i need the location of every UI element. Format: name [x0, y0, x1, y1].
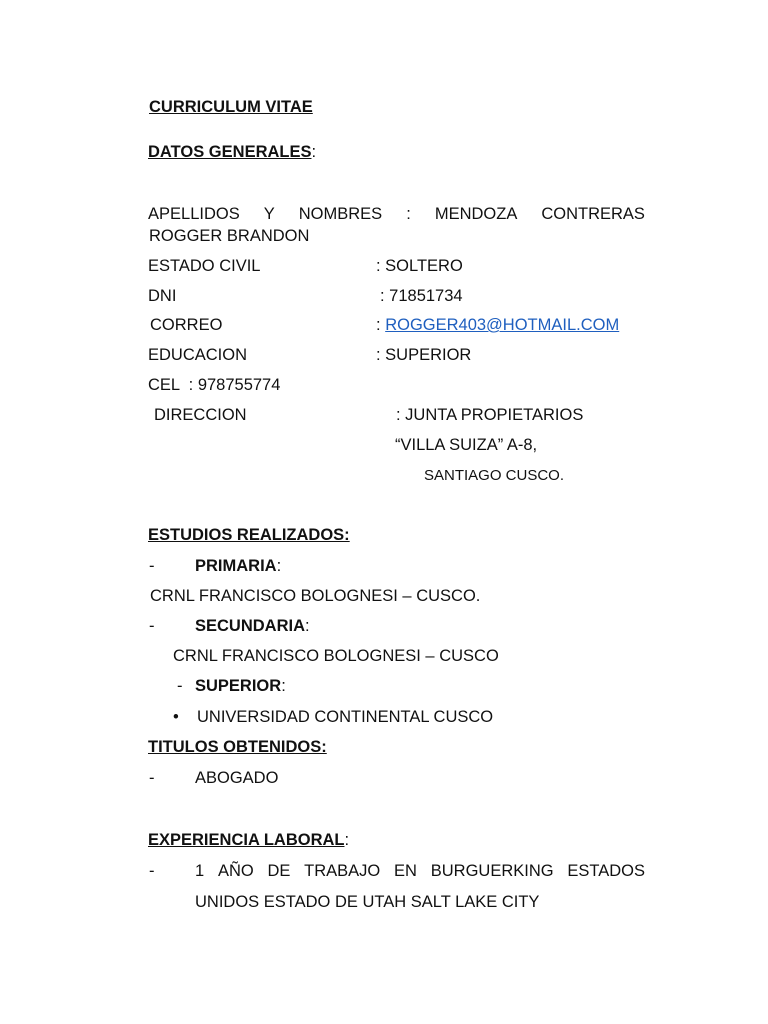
- estudios-heading: ESTUDIOS REALIZADOS:: [148, 526, 350, 544]
- datos-generales-heading: [148, 142, 316, 162]
- cel-line: CEL : 978755774: [148, 376, 281, 394]
- experiencia-word: DE: [267, 862, 291, 880]
- correo-row: [376, 315, 619, 335]
- primaria-school: CRNL FRANCISCO BOLOGNESI – CUSCO.: [150, 587, 481, 605]
- document-title: CURRICULUM VITAE: [149, 98, 313, 116]
- nombres-word: APELLIDOS: [148, 205, 240, 223]
- estado-civil-label: ESTADO CIVIL: [148, 257, 261, 275]
- correo-email-link[interactable]: ROGGER403@HOTMAIL.COM: [385, 316, 620, 334]
- secundaria-colon: :: [305, 617, 310, 635]
- superior-school: UNIVERSIDAD CONTINENTAL CUSCO: [197, 708, 494, 726]
- experiencia-word: TRABAJO: [304, 862, 381, 880]
- dni-label: DNI: [148, 287, 177, 305]
- experiencia-word: 1: [195, 862, 205, 880]
- direccion-label: DIRECCION: [154, 406, 247, 424]
- correo-label: CORREO: [150, 316, 223, 334]
- experiencia-label: EXPERIENCIA LABORAL: [148, 831, 345, 849]
- superior-colon: :: [281, 677, 286, 695]
- titulos-heading: TITULOS OBTENIDOS:: [148, 738, 327, 756]
- titulos-item: ABOGADO: [195, 769, 279, 787]
- primaria-dash: -: [149, 557, 155, 575]
- bullet-icon: •: [173, 708, 179, 726]
- secundaria-dash: -: [149, 617, 155, 635]
- experiencia-word: EN: [394, 862, 417, 880]
- datos-generales-label: DATOS GENERALES: [148, 143, 312, 161]
- nombres-word: NOMBRES: [298, 205, 383, 223]
- secundaria-school: CRNL FRANCISCO BOLOGNESI – CUSCO: [173, 647, 499, 665]
- nombres-continuation: ROGGER BRANDON: [149, 227, 310, 245]
- experiencia-word: ESTADOS: [567, 862, 645, 880]
- superior-heading: [195, 676, 286, 696]
- direccion-line1: : JUNTA PROPIETARIOS: [396, 406, 584, 424]
- direccion-line3: SANTIAGO CUSCO.: [424, 467, 565, 484]
- datos-generales-colon: :: [311, 143, 317, 161]
- dni-value: : 71851734: [380, 287, 463, 305]
- nombres-word: :: [406, 205, 411, 223]
- estado-civil-value: : SOLTERO: [376, 257, 463, 275]
- experiencia-line2: UNIDOS ESTADO DE UTAH SALT LAKE CITY: [195, 893, 540, 911]
- experiencia-word: AÑO: [217, 862, 254, 880]
- nombres-word: Y: [263, 205, 275, 223]
- educacion-value: : SUPERIOR: [376, 346, 472, 364]
- experiencia-colon: :: [344, 831, 350, 849]
- nombres-word: CONTRERAS: [541, 205, 645, 223]
- experiencia-heading: [148, 830, 349, 850]
- educacion-label: EDUCACION: [148, 346, 248, 364]
- secundaria-heading: [195, 616, 310, 636]
- direccion-line2: “VILLA SUIZA” A-8,: [395, 436, 538, 454]
- experiencia-line1: [195, 861, 645, 881]
- experiencia-dash: -: [149, 862, 155, 880]
- nombres-word: MENDOZA: [434, 205, 518, 223]
- nombres-line: [148, 204, 645, 224]
- titulos-dash: -: [149, 769, 155, 787]
- superior-dash: -: [177, 677, 183, 695]
- primaria-label: PRIMARIA: [195, 557, 277, 575]
- superior-label: SUPERIOR: [195, 677, 282, 695]
- correo-colon: :: [376, 316, 381, 334]
- experiencia-word: BURGUERKING: [430, 862, 554, 880]
- primaria-heading: [195, 556, 281, 576]
- secundaria-label: SECUNDARIA: [195, 617, 306, 635]
- primaria-colon: :: [276, 557, 282, 575]
